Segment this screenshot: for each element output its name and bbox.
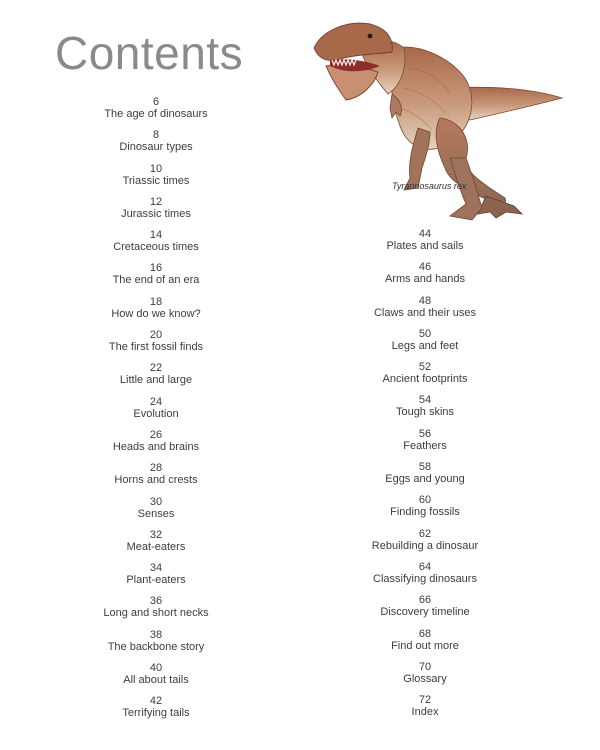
toc-entry[interactable] [81,462,231,495]
toc-page-number: 8 [152,129,160,142]
toc-entry[interactable] [81,329,231,362]
toc-entry-title: Triassic times [122,174,190,187]
toc-page-number: 68 [418,627,432,640]
toc-entry-title: Plates and sails [386,240,464,252]
toc-page-number: 30 [149,495,163,508]
toc-entry-title: Index [411,706,439,719]
toc-entry[interactable] [81,362,231,395]
toc-entry-title: Find out more [391,639,459,652]
toc-entry-title: Glossary [403,672,447,685]
toc-page-number: 66 [418,594,432,607]
illustration-caption: Tyrannosaurus rex [392,181,467,191]
toc-entry-title: Rebuilding a dinosaur [371,539,479,552]
toc-entry[interactable] [350,661,500,694]
toc-page-number: 18 [149,295,163,308]
toc-page-number: 28 [149,462,163,475]
toc-entry-title: The age of dinosaurs [104,108,208,120]
toc-entry-title: All about tails [123,674,189,687]
toc-entry[interactable] [81,496,231,529]
toc-entry[interactable] [81,529,231,562]
toc-page-number: 34 [149,562,163,575]
trex-eye [368,34,373,39]
toc-entry[interactable] [81,396,231,429]
toc-entry[interactable] [81,629,231,662]
toc-entry-title: How do we know? [111,307,201,320]
toc-entry[interactable] [350,628,500,661]
toc-entry[interactable] [81,296,231,329]
toc-entry[interactable] [350,228,500,261]
toc-entry-title: Plant-eaters [126,574,186,587]
toc-entry-title: Dinosaur types [119,141,193,154]
toc-entry[interactable] [350,261,500,294]
toc-entry-title: Jurassic times [121,207,191,220]
toc-entry[interactable] [350,295,500,328]
toc-entry[interactable] [350,394,500,427]
toc-entry-title: Arms and hands [384,273,466,286]
toc-page-number: 50 [418,327,432,340]
toc-entry[interactable] [350,428,500,461]
toc-page-number: 32 [149,528,163,541]
toc-entry-title: Eggs and young [385,473,465,486]
toc-entry[interactable] [81,662,231,695]
toc-entry[interactable] [350,328,500,361]
toc-entry[interactable] [81,196,231,229]
toc-page-number: 16 [149,262,163,275]
toc-entry[interactable] [350,461,500,494]
toc-entry-title: The first fossil finds [108,341,204,354]
toc-right-column [350,228,500,727]
toc-entry-title: Horns and crests [114,474,198,487]
toc-entry[interactable] [350,494,500,527]
toc-entry[interactable] [350,528,500,561]
toc-entry[interactable] [81,562,231,595]
toc-page-number: 48 [418,294,432,307]
toc-page-number: 6 [152,96,160,108]
page-title: Contents [55,27,244,79]
toc-page-number: 26 [149,428,163,441]
tyrannosaurus-illustration [300,8,600,228]
toc-entry-title: Ancient footprints [382,373,468,386]
toc-entry-title: Little and large [119,374,193,387]
toc-left-column [81,96,231,729]
toc-entry[interactable] [350,361,500,394]
toc-entry[interactable] [350,594,500,627]
toc-page-number: 14 [149,229,163,242]
toc-entry[interactable] [81,229,231,262]
toc-entry-title: Senses [137,507,175,520]
toc-page-number: 64 [418,560,432,573]
toc-entry-title: Discovery timeline [380,606,470,619]
toc-page-number: 72 [418,694,432,707]
toc-page-number: 56 [418,427,432,440]
toc-page-number: 70 [418,660,432,673]
toc-entry-title: Tough skins [395,406,455,419]
toc-page-number: 60 [418,494,432,507]
toc-entry[interactable] [81,96,231,129]
toc-entry[interactable] [81,695,231,728]
toc-entry-title: Heads and brains [112,440,200,453]
toc-page-number: 42 [149,695,163,708]
toc-entry[interactable] [81,595,231,628]
toc-page-number: 20 [149,329,163,342]
toc-entry[interactable] [81,262,231,295]
toc-entry[interactable] [350,561,500,594]
toc-page-number: 12 [149,195,163,208]
toc-entry-title: Claws and their uses [373,306,477,319]
toc-entry-title: Cretaceous times [113,241,199,254]
toc-page-number: 58 [418,461,432,474]
toc-entry-title: Long and short necks [103,607,209,620]
toc-page-number: 24 [149,395,163,408]
toc-page-number: 62 [418,527,432,540]
toc-page-number: 10 [149,162,163,175]
toc-entry-title: Meat-eaters [126,540,186,553]
toc-entry-title: The end of an era [112,274,200,287]
toc-page-number: 46 [418,261,432,274]
toc-entry[interactable] [81,163,231,196]
toc-entry-title: Legs and feet [391,339,459,352]
toc-entry-title: Terrifying tails [122,707,190,720]
toc-page-number: 40 [149,662,163,675]
toc-page-number: 22 [149,362,163,375]
toc-entry-title: Classifying dinosaurs [373,572,477,585]
toc-entry-title: The backbone story [107,640,205,653]
toc-page-number: 36 [149,595,163,608]
toc-page-number: 52 [418,361,432,374]
toc-page-number: 44 [418,228,432,240]
toc-entry[interactable] [350,694,500,727]
toc-entry-title: Evolution [133,407,179,420]
toc-page-number: 38 [149,628,163,641]
toc-entry-title: Finding fossils [390,506,460,519]
toc-entry[interactable] [81,429,231,462]
toc-page-number: 54 [418,394,432,407]
toc-entry[interactable] [81,129,231,162]
toc-entry-title: Feathers [403,439,447,452]
